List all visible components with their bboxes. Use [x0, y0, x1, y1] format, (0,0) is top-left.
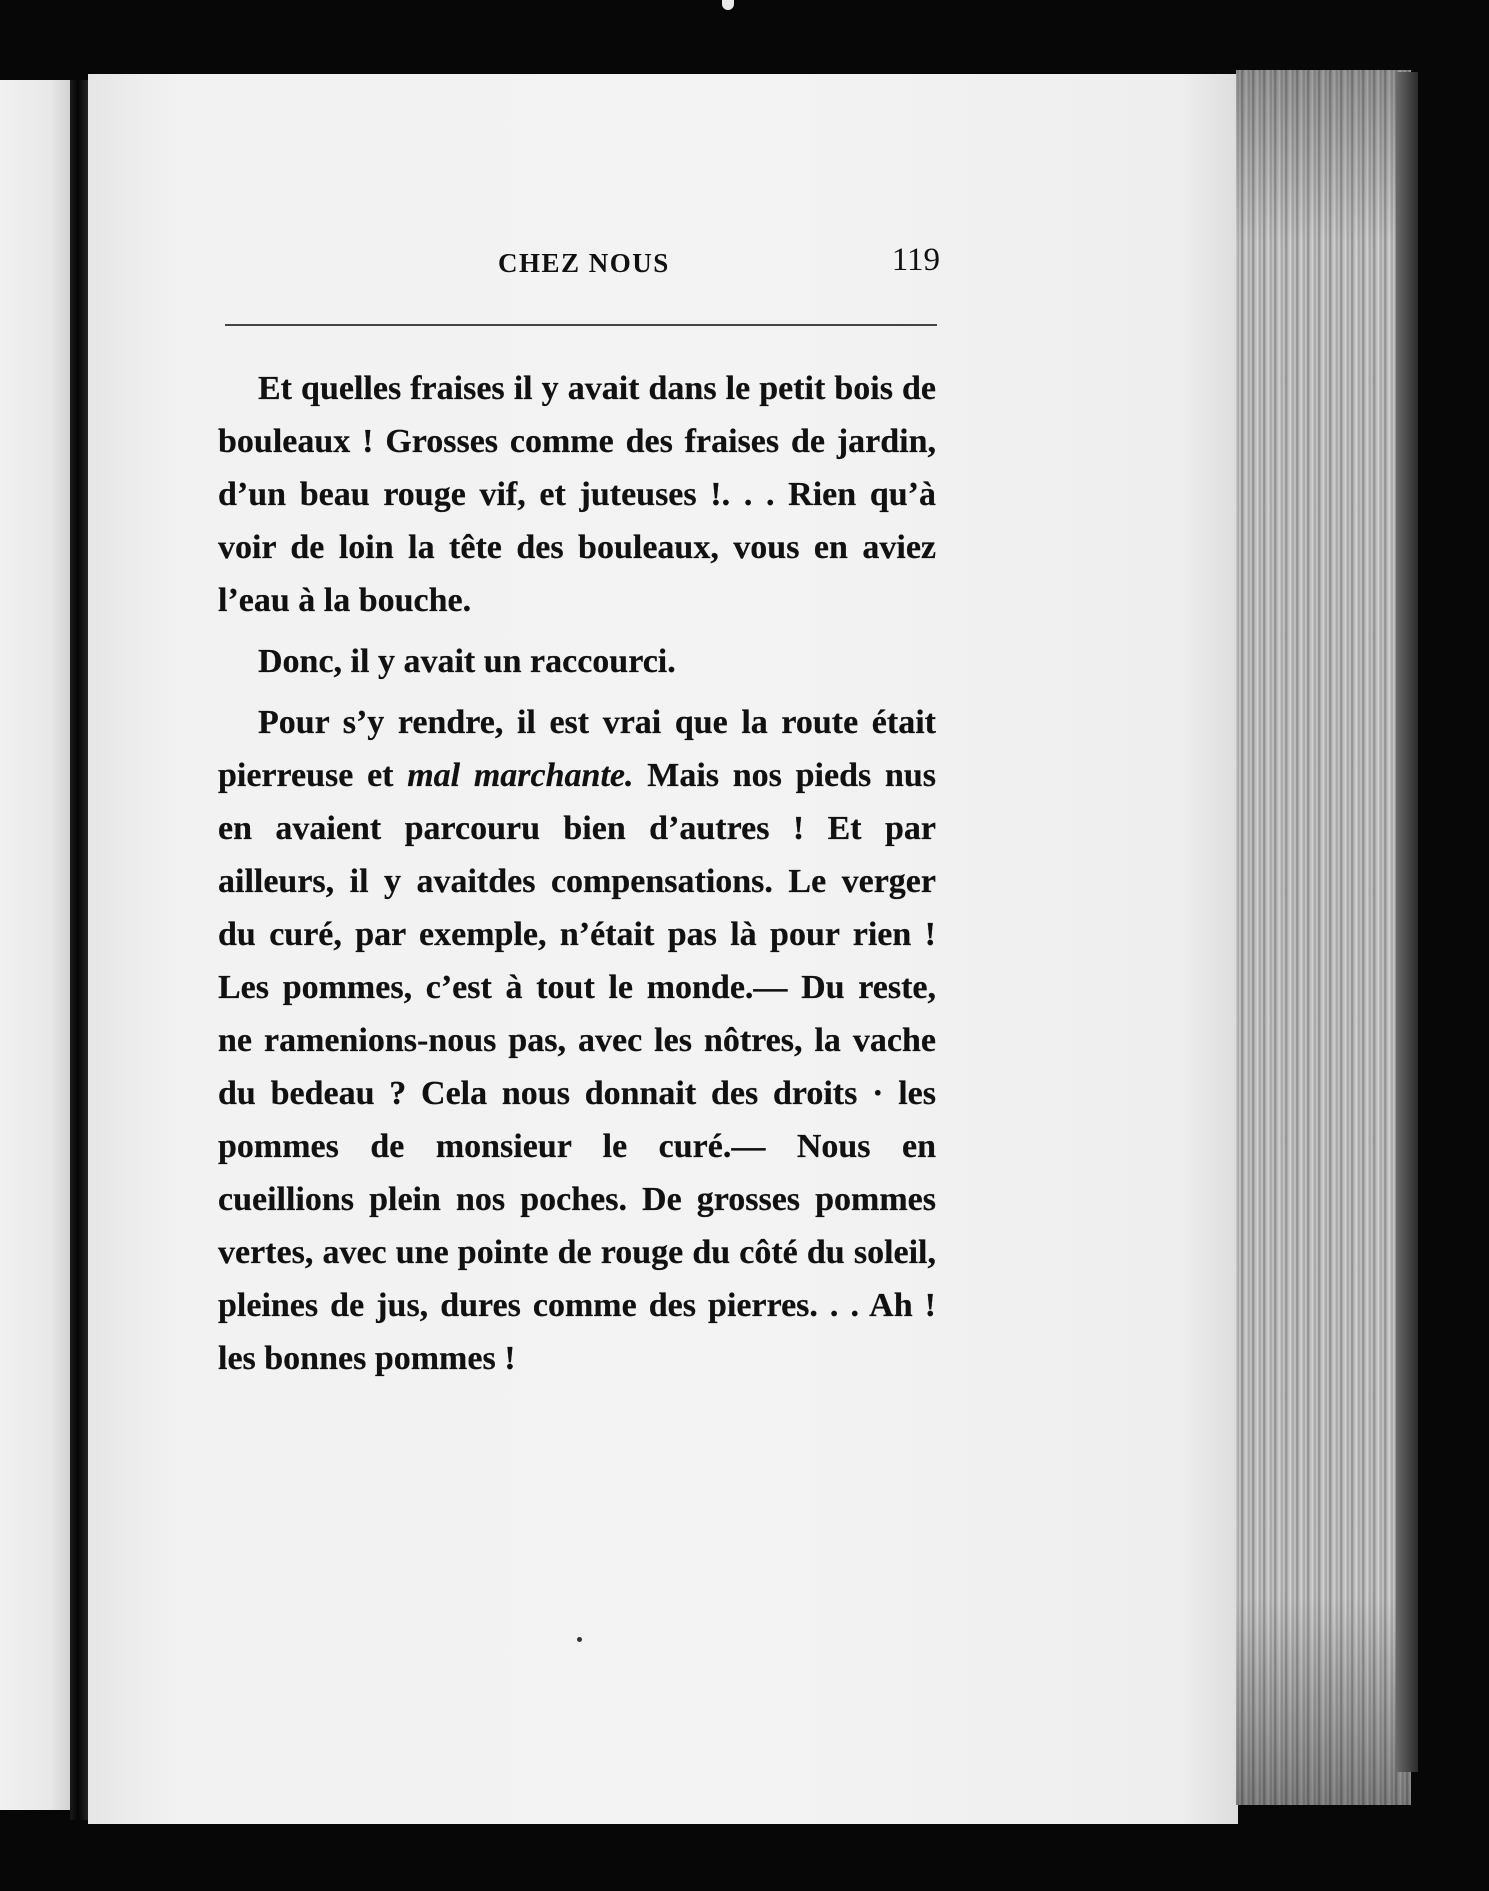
paragraph-text: Et quelles fraises il y avait dans le petit bois de bouleaux ! Grosses comme des fraises de jardin, d’un beau rouge vif, et juteuses !. . . Rien qu’à voir de loin la tête des bouleaux, vous en aviez l’eau à la bouche. [218, 370, 936, 619]
header-rule [225, 324, 937, 326]
paragraph-text: Donc, il y avait un raccourci. [258, 643, 676, 680]
page-number: 119 [891, 242, 940, 278]
book-gutter [70, 80, 90, 1820]
running-title: CHEZ NOUS [498, 248, 670, 278]
italic-phrase: mal marchante. [407, 757, 634, 794]
scan-speck [577, 1637, 582, 1642]
facing-page-edge [0, 80, 72, 1810]
paragraph [218, 362, 936, 627]
running-head [220, 242, 940, 282]
book-cover-edge [1396, 72, 1418, 1772]
fore-edge-shadow [1236, 70, 1411, 1805]
scan-artifact [722, 0, 734, 10]
body-text [218, 362, 936, 1393]
paragraph [218, 696, 936, 1385]
paragraph [218, 635, 936, 688]
paragraph-text: Mais nos pieds nus en avaient parcouru bien d’autres ! Et par ailleurs, il y avaitdes compensations. Le verger du curé, par exemple, n’était pas là pour rien ! Les pommes, c’est à tout le monde.— Du reste, ne ramenions-nous pas, avec les nôtres, la vache du bedeau ? Cela nous donnait des droits · les pommes de monsieur le curé.— Nous en cueillions plein nos poches. De grosses pommes vertes, avec une pointe de rouge du côté du soleil, pleines de jus, dures comme des pierres. . . Ah ! les bonnes pommes ! [218, 757, 937, 1377]
paragraph-text: Pour s’y rendre, il est vrai que la route était pierreuse et [218, 704, 936, 794]
